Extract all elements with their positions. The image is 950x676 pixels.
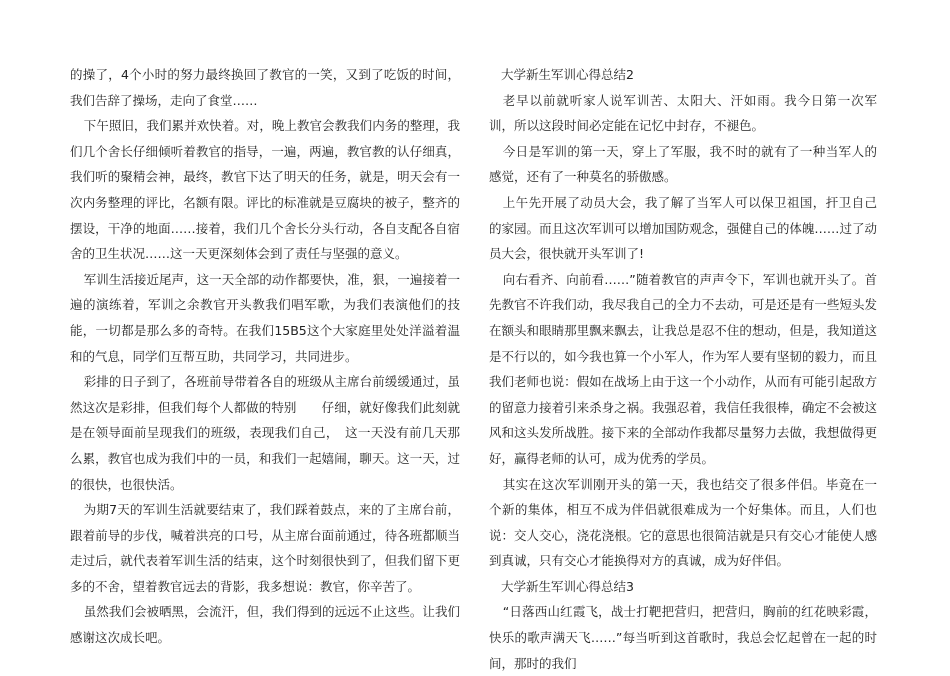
paragraph: 上午先开展了动员大会，我了解了当军人可以保卫祖国，扞卫自己的家园。而且这次军训可以增加国防观念，强健自己的体魄……过了动员大会，很快就开头军训了! — [489, 194, 877, 262]
section-heading: 大学新生军训心得总结3 — [501, 578, 634, 594]
paragraph: 老早以前就听家人说军训苦、太阳大、汗如雨。我今日第一次军训，所以这段时间必定能在记忆中封存，不褪色。 — [489, 92, 877, 134]
paragraph: 为期7天的军训生活就要结束了，我们踩着鼓点，来的了主席台前，跟着前导的步伐，喊着洪亮的口号，从主席台面前通过，待各班都顺当走过后，就代表着军训生活的结束，这个时刻很快到了，但我们留下更多的不舍，望着教官远去的背影，我多想说：教官，你辛苦了。 — [70, 502, 460, 594]
paragraph: “日落西山红霞飞，战士打靶把营归，把营归，胸前的红花映彩霞，快乐的歌声满天飞……”每当听到这首歌时，我总会忆起曾在一起的时间，那时的我们 — [489, 604, 877, 671]
paragraph: 的操了，4个小时的努力最终换回了教官的一笑，又到了吃饭的时间，我们告辞了操场，走向了食堂…… — [70, 67, 460, 108]
paragraph: 向右看齐、向前看……”随着教官的声声令下，军训也就开头了。首先教官不许我们动，我尽我自己的全力不去动，可是还是有一些短头发在额头和眼睛那里飘来飘去，让我总是忍不住的想动，但是，我知道这是不行以的，如今我也算一个小军人，作为军人要有坚韧的毅力，而且我们老师也说：假如在战场上由于这一个小动作，从而有可能引起敌方的留意力接着引来杀身之祸。我强忍着，我信任我很棒，确定不会被这风和这头发所战胜。接下来的全部动作我都尽量努力去做，我想做得更好，赢得老师的认可，成为优秀的学员。 — [489, 271, 877, 466]
left-column — [70, 62, 460, 651]
paragraph: 其实在这次军训刚开头的第一天，我也结交了很多伴侣。毕竟在一个新的集体，相互不成为伴侣就很难成为一个好集体。而且，人们也说：交人交心，浇花浇根。它的意思也很简洁就是只有交心才能使人感到真诚，只有交心才能换得对方的真诚，成为好伴侣。 — [489, 476, 877, 569]
paragraph: 军训生活接近尾声，这一天全部的动作都要快，准，狠，一遍接着一遍的演练着，军训之余教官开头教我们唱军歌，为我们表演他们的技能，一切都是那么多的奇特。在我们15B5这个大家庭里处处洋溢着温和的气息，同学们互帮互助，共同学习，共同进步。 — [70, 271, 460, 364]
right-column — [489, 62, 877, 676]
paragraph: 虽然我们会被晒黑，会流汗，但，我们得到的远远不止这些。让我们感谢这次成长吧。 — [70, 604, 460, 646]
paragraph: 下午照旧，我们累并欢快着。对，晚上教官会教我们内务的整理，我们几个舍长仔细倾听着教官的指导，一遍，两遍，教官教的认仔细真，我们听的聚精会神，最终，教官下达了明天的任务，就是，明天会有一次内务整理的评比，名额有限。评比的标准就是豆腐块的被子，整齐的摆设，干净的地面……接着，我们几个舍长分头行动，各自支配各自宿舍的卫生状况……这一天更深刻体会到了责任与坚强的意义。 — [70, 118, 460, 262]
paragraph: 今日是军训的第一天，穿上了军服，我不时的就有了一种当军人的感觉，还有了一种莫名的骄傲感。 — [489, 143, 877, 185]
paragraph: 彩排的日子到了，各班前导带着各自的班级从主席台前缓缓通过，虽然这次是彩排，但我们每个人都做的特别 仔细，就好像我们此刻就是在领导面前呈现我们的班级，表现我们自己， 这一天没有前几天那么累，教官也成为我们中的一员，和我们一起嬉闹，聊天。这一天，过的很快，也很快活。 — [70, 374, 460, 492]
section-heading: 大学新生军训心得总结2 — [501, 67, 634, 82]
